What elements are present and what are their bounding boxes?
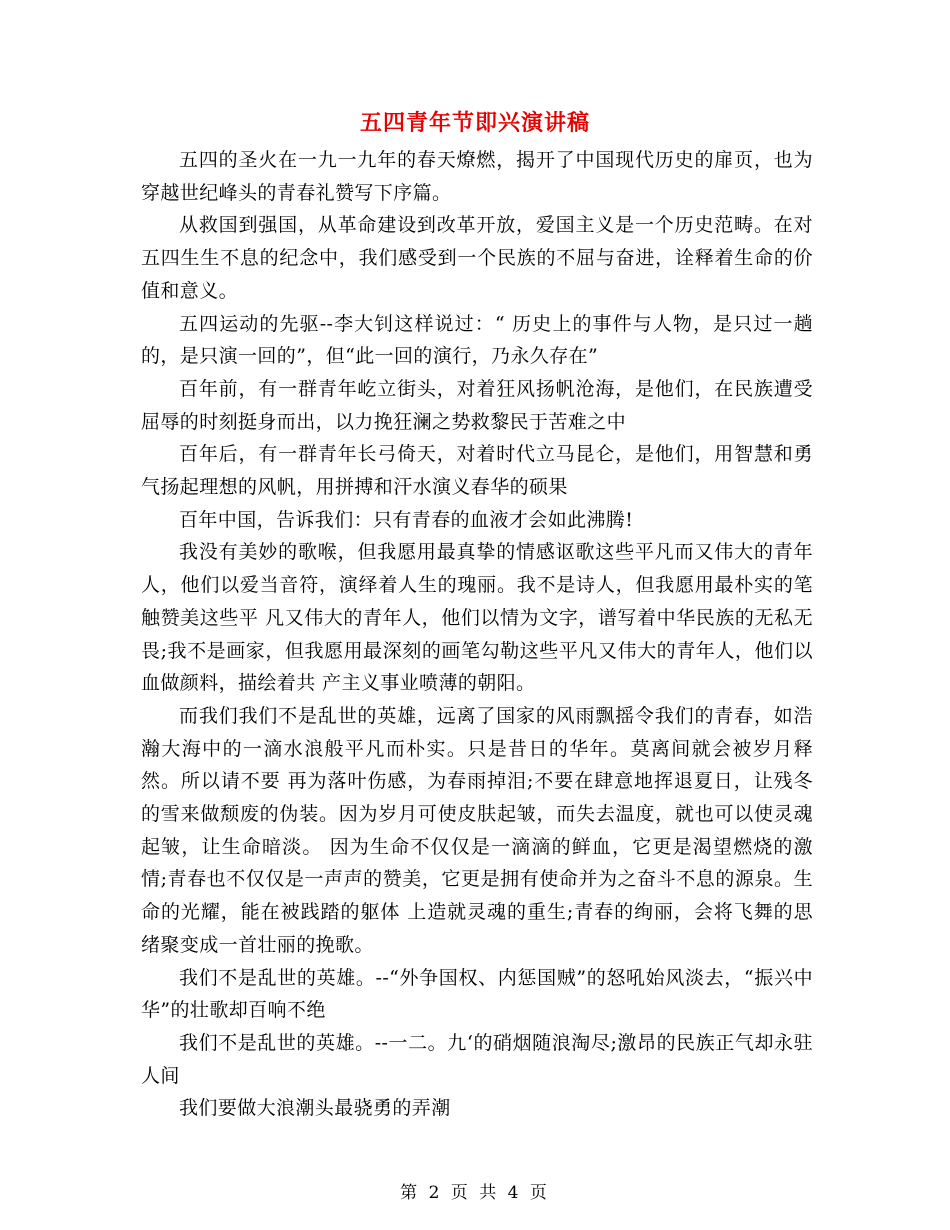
paragraph: 而我们我们不是乱世的英雄，远离了国家的风雨飘摇令我们的青春，如浩瀚大海中的一滴水浪般平凡而朴实。只是昔日的华年。莫离间就会被岁月释然。所以请不要 再为落叶伤感，为春雨掉泪;不要在肆意地挥退夏日，让残冬的雪来做颓废的伪装。因为岁月可使皮肤起皱，而失去温度，就也可以使灵魂起皱，让生命暗淡。 因为生命不仅仅是一滴滴的鲜血，它更是渴望燃烧的激情;青春也不仅仅是一声声的赞美，它更是拥有使命并为之奋斗不息的源泉。生命的光耀，能在被践踏的躯体 上造就灵魂的重生;青春的绚丽，会将飞舞的思绪聚变成一首壮丽的挽歌。 — [141, 704, 813, 956]
paragraph: 从救国到强国，从革命建设到改革开放，爱国主义是一个历史范畴。在对五四生生不息的纪念中，我们感受到一个民族的不屈与奋进，诠释着生命的价值和意义。 — [141, 214, 813, 302]
paragraph: 百年后，有一群青年长弓倚天，对着时代立马昆仑，是他们，用智慧和勇气扬起理想的风帆，用拼搏和汗水演义春华的硕果 — [141, 443, 813, 499]
paragraph: 我没有美妙的歌喉，但我愿用最真挚的情感讴歌这些平凡而又伟大的青年人，他们以爱当音符，演绎着人生的瑰丽。我不是诗人，但我愿用最朴实的笔触赞美这些平 凡又伟大的青年人，他们以情为文字，谱写着中华民族的无私无畏;我不是画家，但我愿用最深刻的画笔勾勒这些平凡又伟大的青年人，他们以血做颜料，描绘着共 产主义事业喷薄的朝阳。 — [141, 541, 813, 695]
paragraph: 百年中国，告诉我们：只有青春的血液才会如此沸腾! — [179, 508, 634, 531]
paragraph: 百年前，有一群青年屹立街头，对着狂风扬帆沧海，是他们，在民族遭受屈辱的时刻挺身而出，以力挽狂澜之势救黎民于苦难之中 — [141, 377, 813, 433]
paragraph: 我们不是乱世的英雄。--一二。九‘的硝烟随浪淘尽;激昂的民族正气却永驻人间 — [141, 1031, 813, 1087]
paragraph: 我们要做大浪潮头最骁勇的弄潮 — [179, 1097, 451, 1120]
paragraph: 我们不是乱世的英雄。--“外争国权、内惩国贼”的怒吼始风淡去，“振兴中华”的壮歌却百响不绝 — [141, 966, 813, 1022]
paragraph: 五四的圣火在一九一九年的春天燎燃，揭开了中国现代历史的扉页，也为穿越世纪峰头的青春礼赞写下序篇。 — [141, 149, 813, 204]
paragraph: 五四运动的先驱--李大钊这样说过：“ 历史上的事件与人物，是只过一趟的，是只演一回的”，但“此一回的演行，乃永久存在” — [141, 312, 813, 368]
page-footer: 第 2 页 共 4 页 — [400, 1183, 550, 1203]
page-title: 五四青年节即兴演讲稿 — [359, 111, 590, 136]
body-text — [141, 144, 813, 1125]
